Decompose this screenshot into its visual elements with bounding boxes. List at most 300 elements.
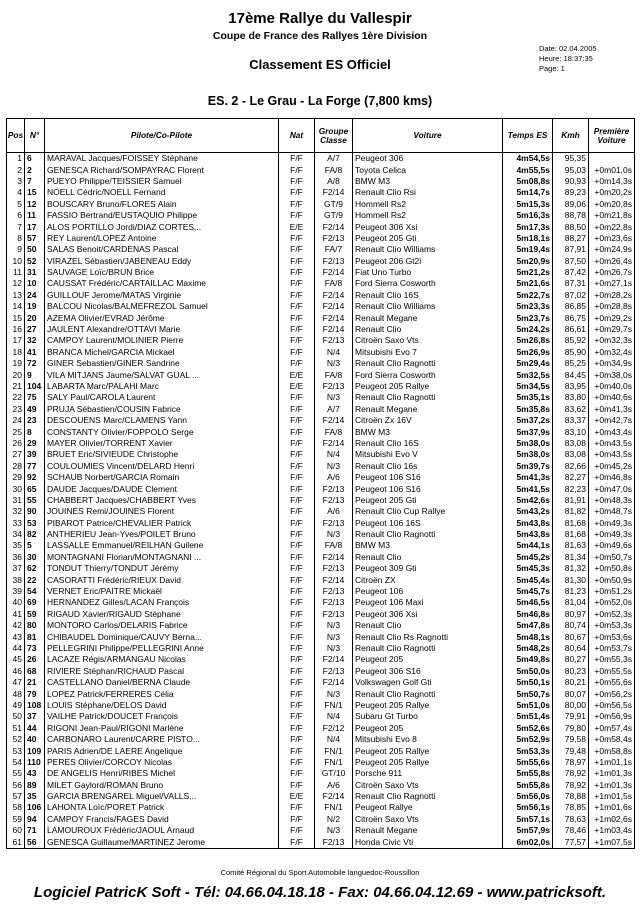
cell-groupe: N/3 bbox=[315, 358, 353, 369]
cell-temps: 5m57,1s bbox=[503, 814, 553, 825]
cell-groupe: FN/1 bbox=[315, 745, 353, 756]
cell-nat: F/F bbox=[279, 666, 315, 677]
table-row bbox=[7, 597, 635, 608]
cell-num: 89 bbox=[25, 779, 45, 790]
cell-premiere: +0m49,3s bbox=[589, 529, 635, 540]
cell-groupe: F2/13 bbox=[315, 586, 353, 597]
cell-pilote: MILET Gaylord/ROMAN Bruno bbox=[45, 779, 279, 790]
cell-groupe: F2/13 bbox=[315, 335, 353, 346]
cell-nat: E/E bbox=[279, 791, 315, 802]
cell-premiere: +0m58,4s bbox=[589, 734, 635, 745]
cell-groupe: F2/13 bbox=[315, 518, 353, 529]
cell-pilote: CAMPOY Francis/FAGES David bbox=[45, 814, 279, 825]
cell-pilote: DAUDE Jacques/DAUDE Clement bbox=[45, 483, 279, 494]
col-premiere: Première Voiture bbox=[589, 119, 635, 153]
cell-num: 77 bbox=[25, 461, 45, 472]
cell-pos: 32 bbox=[7, 506, 25, 517]
col-kmh: Kmh bbox=[553, 119, 589, 153]
cell-premiere: +0m58,8s bbox=[589, 745, 635, 756]
cell-temps: 5m45,2s bbox=[503, 552, 553, 563]
cell-nat: F/F bbox=[279, 836, 315, 848]
cell-num: 59 bbox=[25, 609, 45, 620]
cell-premiere: +0m46,8s bbox=[589, 472, 635, 483]
cell-nat: F/F bbox=[279, 700, 315, 711]
print-time: Heure: 18:37:35 bbox=[539, 54, 593, 63]
cell-pos: 2 bbox=[7, 164, 25, 175]
cell-pos: 26 bbox=[7, 438, 25, 449]
cell-groupe: F2/13 bbox=[315, 836, 353, 848]
cell-groupe: F2/13 bbox=[315, 609, 353, 620]
table-row bbox=[7, 757, 635, 768]
cell-num: 55 bbox=[25, 495, 45, 506]
cell-temps: 5m24,2s bbox=[503, 324, 553, 335]
cell-pilote: CHIBAUDEL Dominique/CAUVY Berna... bbox=[45, 631, 279, 642]
cell-voiture: Renault Clio Ragnotti bbox=[353, 791, 503, 802]
cell-temps: 5m43,2s bbox=[503, 506, 553, 517]
cell-temps: 5m46,8s bbox=[503, 609, 553, 620]
table-row bbox=[7, 734, 635, 745]
cell-voiture: Peugeot 205 Gti bbox=[353, 495, 503, 506]
cell-kmh: 88,27 bbox=[553, 233, 589, 244]
table-row bbox=[7, 358, 635, 369]
table-row bbox=[7, 723, 635, 734]
cell-groupe: F2/14 bbox=[315, 221, 353, 232]
cell-temps: 5m20,9s bbox=[503, 256, 553, 267]
cell-pilote: DESCOUENS Marc/CLAMENS Yann bbox=[45, 415, 279, 426]
cell-kmh: 86,75 bbox=[553, 312, 589, 323]
cell-voiture: Peugeot 106 16S bbox=[353, 518, 503, 529]
table-row bbox=[7, 609, 635, 620]
cell-num: 57 bbox=[25, 233, 45, 244]
table-row bbox=[7, 688, 635, 699]
cell-voiture: Peugeot 205 Rallye bbox=[353, 700, 503, 711]
cell-premiere: +0m43,5s bbox=[589, 438, 635, 449]
cell-kmh: 95,03 bbox=[553, 164, 589, 175]
cell-voiture: Renault Clio Ragnotti bbox=[353, 529, 503, 540]
cell-premiere: +0m52,0s bbox=[589, 597, 635, 608]
cell-nat: F/F bbox=[279, 654, 315, 665]
cell-temps: 5m52,6s bbox=[503, 723, 553, 734]
cell-nat: F/F bbox=[279, 814, 315, 825]
cell-nat: F/F bbox=[279, 518, 315, 529]
cell-pos: 54 bbox=[7, 757, 25, 768]
cell-pilote: CAUSSAT Frédéric/CARTAILLAC Maxime bbox=[45, 278, 279, 289]
cell-temps: 5m55,8s bbox=[503, 779, 553, 790]
cell-groupe: N/4 bbox=[315, 347, 353, 358]
cell-temps: 5m32,5s bbox=[503, 369, 553, 380]
cell-nat: F/F bbox=[279, 187, 315, 198]
cell-kmh: 83,08 bbox=[553, 438, 589, 449]
results-body bbox=[7, 153, 635, 849]
cell-temps: 6m02,0s bbox=[503, 836, 553, 848]
cell-num: 41 bbox=[25, 347, 45, 358]
cell-nat: F/F bbox=[279, 563, 315, 574]
cell-num: 37 bbox=[25, 711, 45, 722]
cell-num: 5 bbox=[25, 540, 45, 551]
cell-pilote: SALY Paul/CAROLA Laurent bbox=[45, 392, 279, 403]
table-row bbox=[7, 335, 635, 346]
cell-voiture: Ford Sierra Cosworth bbox=[353, 369, 503, 380]
cell-premiere: +0m43,5s bbox=[589, 449, 635, 460]
cell-temps: 4m55,5s bbox=[503, 164, 553, 175]
cell-kmh: 81,63 bbox=[553, 540, 589, 551]
cell-temps: 5m14,7s bbox=[503, 187, 553, 198]
cell-premiere: +0m49,3s bbox=[589, 518, 635, 529]
cell-pilote: LOPEZ Patrick/FERRERES Célia bbox=[45, 688, 279, 699]
table-header-row bbox=[7, 119, 635, 153]
cell-pos: 55 bbox=[7, 768, 25, 779]
cell-voiture: Peugeot 106 bbox=[353, 586, 503, 597]
table-row bbox=[7, 495, 635, 506]
cell-pos: 5 bbox=[7, 199, 25, 210]
cell-premiere: +0m41,3s bbox=[589, 404, 635, 415]
cell-kmh: 82,66 bbox=[553, 461, 589, 472]
cell-pos: 37 bbox=[7, 563, 25, 574]
table-row bbox=[7, 802, 635, 813]
cell-pos: 46 bbox=[7, 666, 25, 677]
cell-pos: 38 bbox=[7, 574, 25, 585]
cell-premiere bbox=[589, 153, 635, 165]
cell-groupe: N/4 bbox=[315, 734, 353, 745]
cell-num: 49 bbox=[25, 404, 45, 415]
cell-voiture: Renault Clio Rsi bbox=[353, 187, 503, 198]
cell-nat: E/E bbox=[279, 369, 315, 380]
cell-nat: F/F bbox=[279, 677, 315, 688]
table-row bbox=[7, 404, 635, 415]
table-row bbox=[7, 164, 635, 175]
cell-pilote: LACAZE Régis/ARMANGAU Nicolas bbox=[45, 654, 279, 665]
cell-nat: F/F bbox=[279, 688, 315, 699]
cell-temps: 5m56,1s bbox=[503, 802, 553, 813]
cell-voiture: Renault Clio bbox=[353, 620, 503, 631]
cell-pos: 34 bbox=[7, 529, 25, 540]
cell-voiture: Renault Clio Williams bbox=[353, 301, 503, 312]
cell-kmh: 80,64 bbox=[553, 643, 589, 654]
cell-kmh: 83,08 bbox=[553, 449, 589, 460]
cell-pilote: GENESCA Richard/SOMPAYRAC Florent bbox=[45, 164, 279, 175]
table-row bbox=[7, 506, 635, 517]
table-row bbox=[7, 221, 635, 232]
cell-voiture: Hommell Rs2 bbox=[353, 199, 503, 210]
cell-kmh: 78,46 bbox=[553, 825, 589, 836]
table-row bbox=[7, 267, 635, 278]
cell-pilote: GARCIA BRENGAREL Miguel/VALLS... bbox=[45, 791, 279, 802]
cell-nat: F/F bbox=[279, 358, 315, 369]
cell-kmh: 79,48 bbox=[553, 745, 589, 756]
cell-premiere: +0m20,8s bbox=[589, 199, 635, 210]
cell-num: 110 bbox=[25, 757, 45, 768]
table-row bbox=[7, 711, 635, 722]
cell-kmh: 85,92 bbox=[553, 335, 589, 346]
cell-groupe: GT/9 bbox=[315, 199, 353, 210]
cell-pilote: JAULENT Alexandre/OTTAVI Marie bbox=[45, 324, 279, 335]
cell-groupe: N/3 bbox=[315, 461, 353, 472]
table-row bbox=[7, 779, 635, 790]
cell-num: 15 bbox=[25, 187, 45, 198]
cell-pos: 23 bbox=[7, 404, 25, 415]
cell-pos: 29 bbox=[7, 472, 25, 483]
cell-pilote: VIRAZEL Sébastien/JABENEAU Eddy bbox=[45, 256, 279, 267]
cell-groupe: N/3 bbox=[315, 825, 353, 836]
cell-pos: 52 bbox=[7, 734, 25, 745]
cell-pos: 61 bbox=[7, 836, 25, 848]
cell-num: 79 bbox=[25, 688, 45, 699]
cell-num: 40 bbox=[25, 734, 45, 745]
cell-temps: 5m50,7s bbox=[503, 688, 553, 699]
cell-groupe: F2/13 bbox=[315, 563, 353, 574]
cell-pos: 18 bbox=[7, 347, 25, 358]
cell-premiere: +0m22,8s bbox=[589, 221, 635, 232]
cell-pos: 50 bbox=[7, 711, 25, 722]
cell-nat: F/F bbox=[279, 426, 315, 437]
table-row bbox=[7, 654, 635, 665]
cell-kmh: 80,27 bbox=[553, 654, 589, 665]
cell-voiture: Citroën Saxo Vts bbox=[353, 335, 503, 346]
cell-groupe: GT/10 bbox=[315, 768, 353, 779]
table-row bbox=[7, 745, 635, 756]
cell-premiere: +0m29,2s bbox=[589, 312, 635, 323]
col-num: N° bbox=[25, 119, 45, 153]
cell-pilote: RIGAUD Xavier/RIGAUD Stéphane bbox=[45, 609, 279, 620]
table-row bbox=[7, 529, 635, 540]
cell-pos: 19 bbox=[7, 358, 25, 369]
cell-num: 72 bbox=[25, 358, 45, 369]
cell-num: 27 bbox=[25, 324, 45, 335]
cell-pos: 13 bbox=[7, 290, 25, 301]
cell-groupe: N/3 bbox=[315, 392, 353, 403]
cell-temps: 5m50,0s bbox=[503, 666, 553, 677]
col-temps: Temps ES bbox=[503, 119, 553, 153]
cell-nat: F/F bbox=[279, 164, 315, 175]
cell-premiere: +0m56,2s bbox=[589, 688, 635, 699]
table-row bbox=[7, 836, 635, 848]
cell-groupe: GT/9 bbox=[315, 210, 353, 221]
cell-pilote: SCHAUB Norbert/GARCIA Romain bbox=[45, 472, 279, 483]
cell-pos: 20 bbox=[7, 369, 25, 380]
table-row bbox=[7, 552, 635, 563]
cell-num: 52 bbox=[25, 256, 45, 267]
cell-nat: F/F bbox=[279, 449, 315, 460]
cell-num: 21 bbox=[25, 677, 45, 688]
cell-kmh: 80,23 bbox=[553, 666, 589, 677]
cell-kmh: 81,23 bbox=[553, 586, 589, 597]
cell-nat: F/F bbox=[279, 176, 315, 187]
cell-pilote: MAYER Olivier/TORRENT Xavier bbox=[45, 438, 279, 449]
cell-kmh: 80,07 bbox=[553, 688, 589, 699]
classement-title: Classement ES Officiel bbox=[249, 57, 391, 72]
cell-temps: 5m21,2s bbox=[503, 267, 553, 278]
cell-pilote: BOUSCARY Bruno/FLORES Alain bbox=[45, 199, 279, 210]
cell-num: 6 bbox=[25, 153, 45, 165]
cell-temps: 5m44,1s bbox=[503, 540, 553, 551]
cell-premiere: +1m01,3s bbox=[589, 779, 635, 790]
cell-kmh: 81,32 bbox=[553, 563, 589, 574]
cell-kmh: 88,50 bbox=[553, 221, 589, 232]
cell-groupe: FN/1 bbox=[315, 802, 353, 813]
cell-voiture: Renault Clio bbox=[353, 552, 503, 563]
cell-kmh: 77,57 bbox=[553, 836, 589, 848]
cell-pos: 56 bbox=[7, 779, 25, 790]
cell-nat: F/F bbox=[279, 392, 315, 403]
cell-temps: 5m41,3s bbox=[503, 472, 553, 483]
cell-nat: F/F bbox=[279, 335, 315, 346]
cell-kmh: 79,91 bbox=[553, 711, 589, 722]
rally-subtitle: Coupe de France des Rallyes 1ère Division bbox=[212, 30, 428, 42]
cell-premiere: +0m53,3s bbox=[589, 620, 635, 631]
cell-premiere: +0m55,6s bbox=[589, 677, 635, 688]
cell-voiture: Peugeot 106 S16 bbox=[353, 483, 503, 494]
table-row bbox=[7, 347, 635, 358]
table-row bbox=[7, 392, 635, 403]
cell-groupe: F2/13 bbox=[315, 381, 353, 392]
cell-temps: 5m46,5s bbox=[503, 597, 553, 608]
cell-groupe: F2/14 bbox=[315, 552, 353, 563]
cell-voiture: BMW M3 bbox=[353, 540, 503, 551]
cell-num: 108 bbox=[25, 700, 45, 711]
cell-premiere: +0m42,7s bbox=[589, 415, 635, 426]
cell-voiture: Renault Clio Ragnotti bbox=[353, 643, 503, 654]
cell-pilote: CONSTANTY Olivier/FOPPOLO Serge bbox=[45, 426, 279, 437]
cell-num: 10 bbox=[25, 278, 45, 289]
cell-premiere: +0m48,3s bbox=[589, 495, 635, 506]
cell-premiere: +0m50,7s bbox=[589, 552, 635, 563]
cell-nat: F/F bbox=[279, 415, 315, 426]
cell-pilote: CASTELLANO Daniel/BERNA Claude bbox=[45, 677, 279, 688]
cell-pos: 45 bbox=[7, 654, 25, 665]
cell-num: 44 bbox=[25, 723, 45, 734]
cell-kmh: 87,50 bbox=[553, 256, 589, 267]
cell-voiture: Subaru Gt Turbo bbox=[353, 711, 503, 722]
cell-nat: F/F bbox=[279, 574, 315, 585]
cell-kmh: 87,42 bbox=[553, 267, 589, 278]
cell-pos: 53 bbox=[7, 745, 25, 756]
cell-pilote: CAMPOY Laurent/MOLINIER Pierre bbox=[45, 335, 279, 346]
cell-kmh: 81,30 bbox=[553, 574, 589, 585]
cell-premiere: +0m51,2s bbox=[589, 586, 635, 597]
cell-groupe: FN/1 bbox=[315, 757, 353, 768]
cell-kmh: 80,67 bbox=[553, 631, 589, 642]
table-row bbox=[7, 176, 635, 187]
cell-premiere: +0m14,3s bbox=[589, 176, 635, 187]
table-row bbox=[7, 586, 635, 597]
cell-num: 20 bbox=[25, 312, 45, 323]
cell-kmh: 79,58 bbox=[553, 734, 589, 745]
cell-nat: F/F bbox=[279, 153, 315, 165]
cell-premiere: +0m53,6s bbox=[589, 631, 635, 642]
cell-pos: 22 bbox=[7, 392, 25, 403]
cell-num: 50 bbox=[25, 244, 45, 255]
cell-nat: F/F bbox=[279, 779, 315, 790]
cell-pos: 35 bbox=[7, 540, 25, 551]
cell-pilote: HERNANDEZ Gilles/LACAN François bbox=[45, 597, 279, 608]
cell-premiere: +1m01,6s bbox=[589, 802, 635, 813]
cell-pilote: PERES Olivier/CORCOY Nicolas bbox=[45, 757, 279, 768]
cell-num: 90 bbox=[25, 506, 45, 517]
cell-nat: F/F bbox=[279, 438, 315, 449]
table-row bbox=[7, 290, 635, 301]
cell-num: 73 bbox=[25, 643, 45, 654]
cell-num: 26 bbox=[25, 654, 45, 665]
cell-temps: 5m45,4s bbox=[503, 574, 553, 585]
cell-groupe: A/6 bbox=[315, 472, 353, 483]
cell-num: 62 bbox=[25, 563, 45, 574]
cell-num: 68 bbox=[25, 666, 45, 677]
cell-groupe: N/3 bbox=[315, 643, 353, 654]
cell-num: 39 bbox=[25, 449, 45, 460]
cell-premiere: +0m55,5s bbox=[589, 666, 635, 677]
cell-voiture: Fiat Uno Turbo bbox=[353, 267, 503, 278]
cell-num: 69 bbox=[25, 597, 45, 608]
cell-pos: 10 bbox=[7, 256, 25, 267]
cell-nat: F/F bbox=[279, 597, 315, 608]
cell-groupe: N/4 bbox=[315, 449, 353, 460]
cell-groupe: F2/14 bbox=[315, 312, 353, 323]
cell-temps: 5m43,8s bbox=[503, 518, 553, 529]
cell-temps: 5m37,9s bbox=[503, 426, 553, 437]
cell-pos: 60 bbox=[7, 825, 25, 836]
cell-premiere: +0m26,4s bbox=[589, 256, 635, 267]
cell-voiture: Renault Megane bbox=[353, 825, 503, 836]
cell-pos: 11 bbox=[7, 267, 25, 278]
cell-kmh: 78,85 bbox=[553, 802, 589, 813]
cell-voiture: Renault Clio 16s bbox=[353, 461, 503, 472]
cell-pilote: MARAVAL Jacques/FOISSEY Stéphane bbox=[45, 153, 279, 165]
cell-temps: 5m55,6s bbox=[503, 757, 553, 768]
cell-groupe: A/8 bbox=[315, 176, 353, 187]
cell-voiture: Mitsubishi Evo V bbox=[353, 449, 503, 460]
cell-voiture: Renault Megane bbox=[353, 312, 503, 323]
cell-groupe: N/4 bbox=[315, 711, 353, 722]
cell-temps: 5m48,1s bbox=[503, 631, 553, 642]
cell-premiere: +0m48,7s bbox=[589, 506, 635, 517]
cell-num: 8 bbox=[25, 426, 45, 437]
cell-voiture: Peugeot 205 bbox=[353, 723, 503, 734]
cell-temps: 5m42,6s bbox=[503, 495, 553, 506]
cell-pilote: GUILLOUF Jerome/MATAS Virginie bbox=[45, 290, 279, 301]
cell-temps: 5m50,1s bbox=[503, 677, 553, 688]
cell-nat: F/F bbox=[279, 802, 315, 813]
cell-nat: F/F bbox=[279, 233, 315, 244]
cell-premiere: +0m27,1s bbox=[589, 278, 635, 289]
cell-nat: F/F bbox=[279, 552, 315, 563]
cell-kmh: 81,04 bbox=[553, 597, 589, 608]
cell-temps: 5m17,3s bbox=[503, 221, 553, 232]
cell-temps: 5m49,8s bbox=[503, 654, 553, 665]
cell-groupe: FA/8 bbox=[315, 540, 353, 551]
software-footer: Logiciel PatricK Soft - Tél: 04.66.04.18.18 - Fax: 04.66.04.12.69 - www.patricksoft. bbox=[33, 884, 607, 901]
cell-premiere: +0m57,4s bbox=[589, 723, 635, 734]
cell-kmh: 80,21 bbox=[553, 677, 589, 688]
table-row bbox=[7, 426, 635, 437]
table-row bbox=[7, 244, 635, 255]
cell-pos: 8 bbox=[7, 233, 25, 244]
table-row bbox=[7, 381, 635, 392]
cell-premiere: +0m45,2s bbox=[589, 461, 635, 472]
cell-num: 106 bbox=[25, 802, 45, 813]
cell-voiture: Renault Megane bbox=[353, 404, 503, 415]
cell-kmh: 81,34 bbox=[553, 552, 589, 563]
cell-temps: 5m18,1s bbox=[503, 233, 553, 244]
cell-pos: 15 bbox=[7, 312, 25, 323]
cell-groupe: N/3 bbox=[315, 620, 353, 631]
cell-groupe: FA/8 bbox=[315, 164, 353, 175]
cell-kmh: 78,97 bbox=[553, 757, 589, 768]
cell-groupe: F2/13 bbox=[315, 597, 353, 608]
cell-pilote: BRANCA Michel/GARCIA Mickael bbox=[45, 347, 279, 358]
cell-temps: 5m08,8s bbox=[503, 176, 553, 187]
cell-temps: 5m43,8s bbox=[503, 529, 553, 540]
cell-nat: F/F bbox=[279, 495, 315, 506]
